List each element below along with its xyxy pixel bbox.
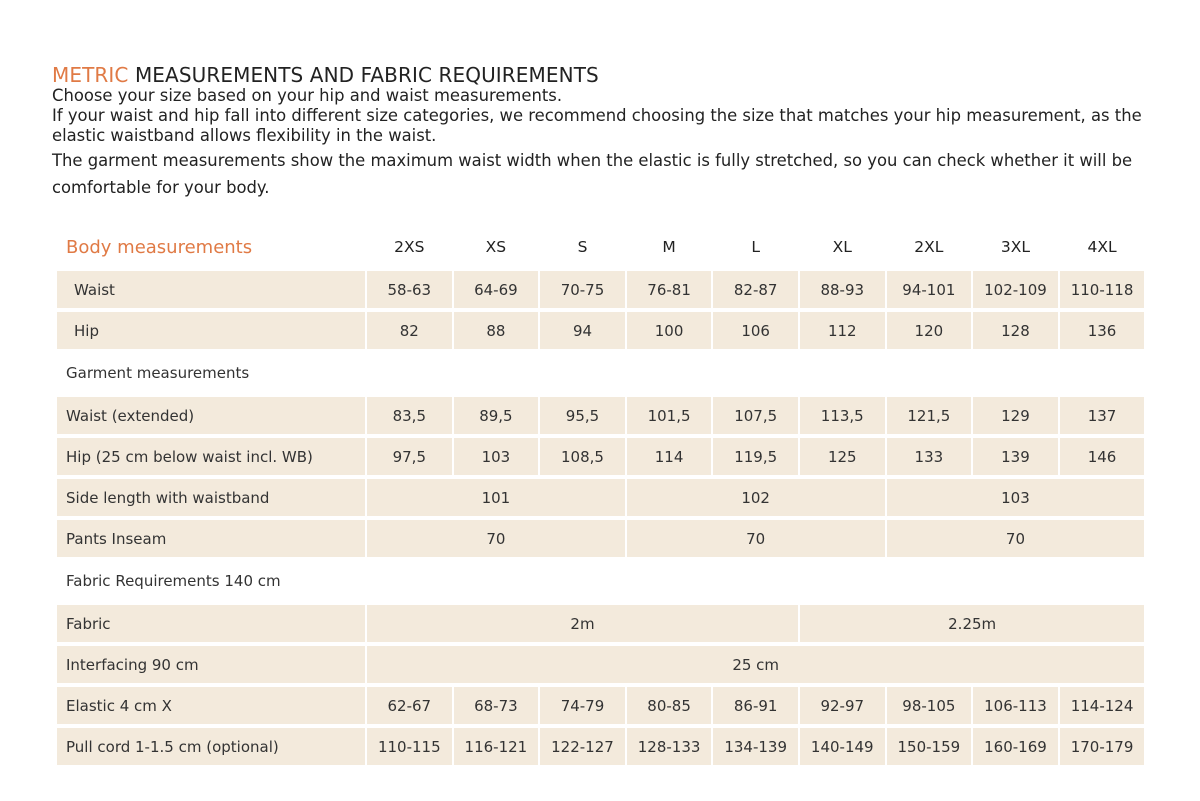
table-cell: 140-149 — [800, 728, 885, 765]
table-cell: 120 — [887, 312, 972, 349]
table-cell: 160-169 — [973, 728, 1058, 765]
row-label-waist: Waist — [57, 271, 365, 308]
table-cell: 62-67 — [367, 687, 452, 724]
table-cell: 170-179 — [1060, 728, 1145, 765]
table-cell: 100 — [627, 312, 712, 349]
table-cell: 102-109 — [973, 271, 1058, 308]
size-header: 4XL — [1087, 238, 1117, 256]
table-cell: 134-139 — [713, 728, 798, 765]
table-cell: 106 — [713, 312, 798, 349]
table-cell: 86-91 — [713, 687, 798, 724]
row-label-waist-extended: Waist (extended) — [57, 397, 365, 434]
table-cell: 94-101 — [887, 271, 972, 308]
size-header: 2XL — [914, 238, 944, 256]
row-label-elastic: Elastic 4 cm X — [57, 687, 365, 724]
table-cell: 114-124 — [1060, 687, 1145, 724]
row-label-hip: Hip — [57, 312, 365, 349]
table-cell: 133 — [887, 438, 972, 475]
table-cell: 76-81 — [627, 271, 712, 308]
title-rest: MEASUREMENTS AND FABRIC REQUIREMENTS — [128, 63, 599, 87]
table-cell-merged: 25 cm — [367, 646, 1144, 683]
measurement-table — [57, 227, 1143, 764]
table-cell: 116-121 — [454, 728, 539, 765]
table-cell: 97,5 — [367, 438, 452, 475]
table-cell: 88-93 — [800, 271, 885, 308]
size-header: XS — [485, 238, 507, 256]
table-cell: 106-113 — [973, 687, 1058, 724]
table-cell: 113,5 — [800, 397, 885, 434]
table-cell-merged: 70 — [627, 520, 885, 557]
table-cell: 128 — [973, 312, 1058, 349]
title-accent: METRIC — [52, 63, 129, 87]
table-cell: 80-85 — [627, 687, 712, 724]
table-cell: 110-115 — [367, 728, 452, 765]
size-header: 3XL — [1000, 238, 1031, 256]
fabric-requirements-heading: Fabric Requirements 140 cm — [66, 572, 281, 590]
size-header: XL — [832, 238, 852, 256]
table-cell: 129 — [973, 397, 1058, 434]
body-measurements-heading: Body measurements — [66, 236, 253, 258]
size-header: M — [662, 238, 676, 256]
table-cell: 83,5 — [367, 397, 452, 434]
row-label-side-length: Side length with waistband — [57, 479, 365, 516]
table-cell-merged: 70 — [887, 520, 1145, 557]
table-cell: 107,5 — [713, 397, 798, 434]
table-cell: 146 — [1060, 438, 1145, 475]
table-cell: 139 — [973, 438, 1058, 475]
table-cell: 89,5 — [454, 397, 539, 434]
table-cell-merged: 103 — [887, 479, 1145, 516]
table-cell-merged: 2.25m — [800, 605, 1144, 642]
table-cell: 70-75 — [540, 271, 625, 308]
table-cell: 108,5 — [540, 438, 625, 475]
page-title — [52, 62, 599, 88]
row-label-pull-cord: Pull cord 1-1.5 cm (optional) — [57, 728, 365, 765]
table-cell: 68-73 — [454, 687, 539, 724]
table-cell: 128-133 — [627, 728, 712, 765]
table-cell: 98-105 — [887, 687, 972, 724]
table-cell: 119,5 — [713, 438, 798, 475]
table-cell: 122-127 — [540, 728, 625, 765]
table-cell: 103 — [454, 438, 539, 475]
table-cell: 94 — [540, 312, 625, 349]
row-label-interfacing: Interfacing 90 cm — [57, 646, 365, 683]
table-cell: 150-159 — [887, 728, 972, 765]
intro-line-1: Choose your size based on your hip and waist measurements. — [52, 86, 563, 105]
table-cell: 125 — [800, 438, 885, 475]
table-cell: 121,5 — [887, 397, 972, 434]
table-cell-merged: 2m — [367, 605, 798, 642]
size-header: 2XS — [394, 238, 425, 256]
table-cell-merged: 102 — [627, 479, 885, 516]
row-label-fabric: Fabric — [57, 605, 365, 642]
table-cell-merged: 70 — [367, 520, 625, 557]
intro-line-3: The garment measurements show the maximum waist width when the elastic is fully stretched, so you can check whether it will be comfortable for your body. — [52, 151, 1133, 197]
row-label-hip-garment: Hip (25 cm below waist incl. WB) — [57, 438, 365, 475]
size-header: S — [577, 238, 588, 256]
size-header: L — [751, 238, 760, 256]
table-cell: 114 — [627, 438, 712, 475]
table-cell: 82-87 — [713, 271, 798, 308]
table-cell: 64-69 — [454, 271, 539, 308]
table-cell: 136 — [1060, 312, 1145, 349]
table-cell: 74-79 — [540, 687, 625, 724]
table-cell: 95,5 — [540, 397, 625, 434]
table-cell-merged: 101 — [367, 479, 625, 516]
intro-text — [52, 86, 1162, 201]
table-cell: 112 — [800, 312, 885, 349]
intro-line-2: If your waist and hip fall into different size categories, we recommend choosing the size that matches your hip measurement, as the elastic waistband allows flexibility in the waist. — [52, 106, 1142, 145]
table-cell: 137 — [1060, 397, 1145, 434]
table-cell: 82 — [367, 312, 452, 349]
garment-measurements-heading: Garment measurements — [66, 364, 250, 382]
table-cell: 88 — [454, 312, 539, 349]
row-label-inseam: Pants Inseam — [57, 520, 365, 557]
table-cell: 58-63 — [367, 271, 452, 308]
table-cell: 92-97 — [800, 687, 885, 724]
table-cell: 101,5 — [627, 397, 712, 434]
table-cell: 110-118 — [1060, 271, 1145, 308]
